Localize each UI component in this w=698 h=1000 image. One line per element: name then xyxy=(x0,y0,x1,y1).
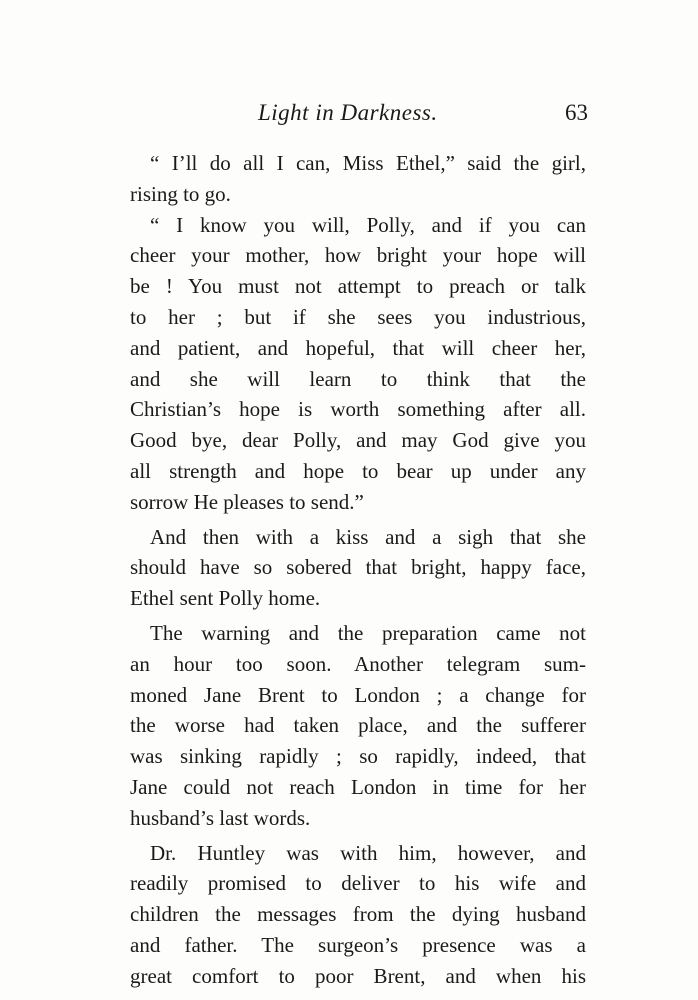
text-line: moned Jane Brent to London ; a change for xyxy=(130,682,586,707)
running-head xyxy=(130,100,588,134)
text-line: And then with a kiss and a sigh that she xyxy=(150,524,586,549)
text-line: great comfort to poor Brent, and when his xyxy=(130,963,586,988)
text-line: to her ; but if she sees you industrious, xyxy=(130,304,586,329)
text-line: “ I’ll do all I can, Miss Ethel,” said the girl, xyxy=(150,151,586,175)
page-number: 63 xyxy=(565,100,588,125)
text-line: readily promised to deliver to his wife and xyxy=(130,871,586,896)
text-line: and patient, and hopeful, that will cheer her, xyxy=(130,335,586,360)
text-line: “ I know you will, Polly, and if you can xyxy=(150,212,586,237)
text-line: should have so sobered that bright, happy face, xyxy=(130,555,586,580)
body-text xyxy=(130,148,586,992)
text-line: and father. The surgeon’s presence was a xyxy=(130,932,586,957)
text-line: all strength and hope to bear up under any xyxy=(130,458,586,483)
text-line: children the messages from the dying husband xyxy=(130,902,586,927)
text-line: sorrow He pleases to send.” xyxy=(130,489,364,514)
text-line: be ! You must not attempt to preach or talk xyxy=(130,274,586,299)
text-line: cheer your mother, how bright your hope will xyxy=(130,243,586,268)
text-line: the worse had taken place, and the sufferer xyxy=(130,713,586,738)
running-title: Light in Darkness. xyxy=(258,100,438,125)
text-line: Christian’s hope is worth something after all. xyxy=(130,397,586,422)
text-line: Ethel sent Polly home. xyxy=(130,586,321,611)
text-line: was sinking rapidly ; so rapidly, indeed, that xyxy=(130,744,586,769)
text-line: The warning and the preparation came not xyxy=(150,620,586,645)
text-line: Dr. Huntley was with him, however, and xyxy=(150,840,586,865)
text-line: and she will learn to think that the xyxy=(130,366,586,391)
text-line: Jane could not reach London in time for her xyxy=(130,774,586,799)
text-line: an hour too soon. Another telegram sum- xyxy=(130,651,586,676)
text-line: rising to go. xyxy=(130,181,231,206)
text-line: husband’s last words. xyxy=(130,805,311,830)
text-line: Good bye, dear Polly, and may God give you xyxy=(130,428,586,453)
